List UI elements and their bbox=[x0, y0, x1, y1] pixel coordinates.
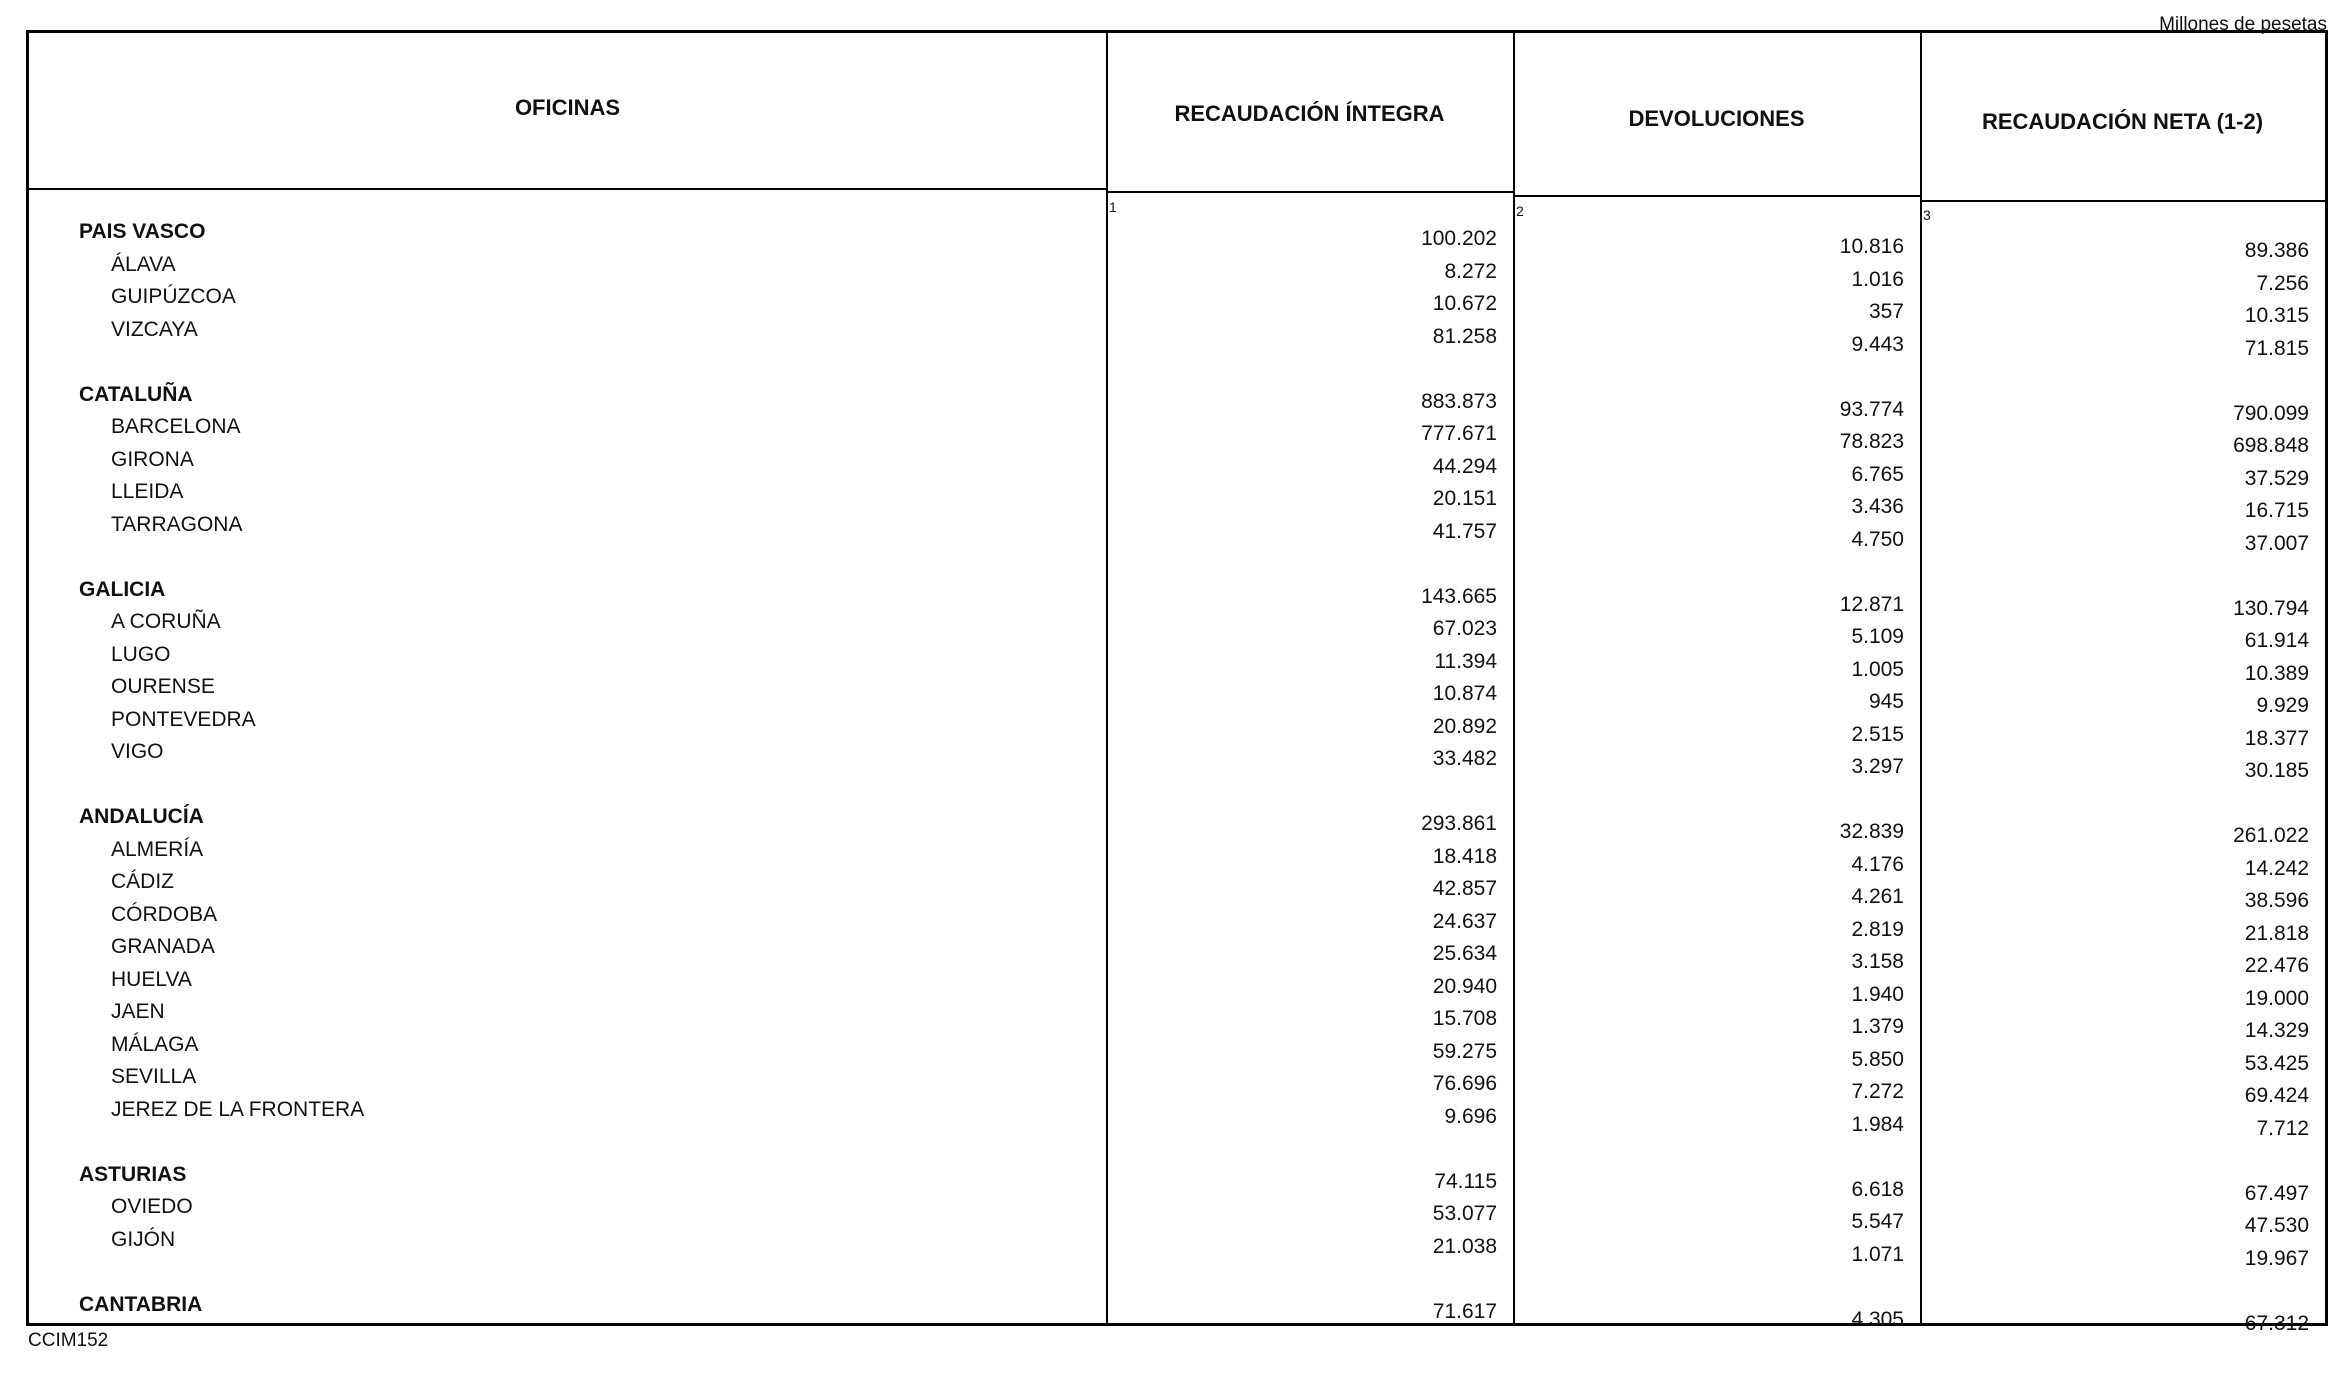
devoluciones-value: 357 bbox=[1868, 300, 1904, 323]
integra-value: 59.275 bbox=[1432, 1039, 1497, 1063]
devoluciones-value: 4.261 bbox=[1851, 885, 1904, 908]
office-name: CÁDIZ bbox=[111, 870, 174, 893]
column-index-3: 3 bbox=[1923, 207, 1931, 223]
integra-value: 20.940 bbox=[1432, 974, 1497, 998]
integra-value: 777.671 bbox=[1421, 422, 1497, 445]
header-recaudacion-neta: RECAUDACIÓN NETA (1-2) bbox=[1981, 109, 2264, 134]
office-name: LLEIDA bbox=[111, 480, 184, 503]
spacer-row bbox=[1520, 361, 1904, 394]
devoluciones-value: 7.272 bbox=[1851, 1080, 1904, 1103]
region-name: CATALUÑA bbox=[79, 382, 193, 406]
spacer-row bbox=[1113, 776, 1497, 809]
spacer-row bbox=[1927, 560, 2309, 593]
spacer-row bbox=[79, 1126, 1079, 1159]
spacer-row bbox=[1113, 548, 1497, 581]
neta-value: 698.848 bbox=[2233, 434, 2309, 457]
neta-value: 790.099 bbox=[2233, 401, 2309, 425]
neta-value: 67.312 bbox=[2244, 1311, 2309, 1335]
spacer-row bbox=[1927, 365, 2309, 398]
devoluciones-value: 2.515 bbox=[1851, 722, 1904, 746]
integra-value: 74.115 bbox=[1434, 1169, 1497, 1193]
office-name: HUELVA bbox=[111, 967, 192, 991]
header-rule bbox=[1920, 200, 2325, 202]
column-index-2: 2 bbox=[1516, 203, 1524, 219]
integra-value: 883.873 bbox=[1421, 389, 1497, 413]
office-name: BARCELONA bbox=[111, 415, 241, 438]
office-name: VIGO bbox=[111, 740, 164, 763]
devoluciones-value: 32.839 bbox=[1839, 820, 1904, 843]
integra-value: 21.038 bbox=[1432, 1234, 1497, 1258]
integra-value: 67.023 bbox=[1432, 617, 1497, 640]
devoluciones-value: 12.871 bbox=[1839, 592, 1904, 616]
neta-value: 53.425 bbox=[2244, 1051, 2309, 1075]
integra-value: 81.258 bbox=[1432, 324, 1497, 348]
footer-code: CCIM152 bbox=[28, 1330, 109, 1351]
devoluciones-value: 1.940 bbox=[1851, 982, 1904, 1006]
devoluciones-value: 945 bbox=[1868, 690, 1904, 713]
region-name: CANTABRIA bbox=[79, 1292, 203, 1316]
integra-value: 9.696 bbox=[1444, 1104, 1497, 1128]
column-divider bbox=[1106, 33, 1108, 1323]
office-name: ÁLAVA bbox=[111, 252, 176, 276]
spacer-row bbox=[1113, 1263, 1497, 1296]
integra-value: 24.637 bbox=[1432, 909, 1497, 933]
region-name: ASTURIAS bbox=[79, 1162, 187, 1186]
region-name: GALICIA bbox=[79, 577, 166, 601]
office-name: GIRONA bbox=[111, 447, 194, 471]
neta-value: 21.818 bbox=[2244, 921, 2309, 945]
office-name: GIJÓN bbox=[111, 1227, 176, 1251]
neta-value: 10.315 bbox=[2244, 304, 2309, 327]
spacer-row bbox=[79, 541, 1079, 574]
office-name: SEVILLA bbox=[111, 1065, 197, 1088]
column-divider bbox=[1513, 33, 1515, 1323]
neta-value: 130.794 bbox=[2233, 596, 2309, 620]
devoluciones-value: 1.379 bbox=[1851, 1015, 1904, 1038]
integra-value: 143.665 bbox=[1421, 584, 1497, 608]
integra-value: 41.757 bbox=[1432, 519, 1497, 543]
devoluciones-value: 3.297 bbox=[1851, 755, 1904, 778]
office-name: ALMERÍA bbox=[111, 837, 204, 861]
neta-value: 22.476 bbox=[2244, 954, 2309, 977]
spacer-row bbox=[1520, 1141, 1904, 1174]
integra-value: 15.708 bbox=[1432, 1007, 1497, 1030]
neta-value: 261.022 bbox=[2233, 824, 2309, 847]
integra-value: 20.151 bbox=[1432, 487, 1497, 510]
integra-value: 10.874 bbox=[1432, 682, 1497, 705]
office-name: JAEN bbox=[111, 1000, 165, 1023]
header-rule bbox=[29, 188, 1106, 190]
devoluciones-value: 9.443 bbox=[1851, 332, 1904, 356]
integra-value: 53.077 bbox=[1432, 1202, 1497, 1225]
devoluciones-value: 2.819 bbox=[1851, 917, 1904, 941]
neta-value: 71.815 bbox=[2244, 336, 2309, 360]
devoluciones-value: 5.547 bbox=[1851, 1210, 1904, 1233]
region-name: ANDALUCÍA bbox=[79, 805, 204, 828]
neta-value: 9.929 bbox=[2256, 694, 2309, 717]
office-name: MÁLAGA bbox=[111, 1032, 199, 1056]
neta-value: 7.256 bbox=[2256, 271, 2309, 295]
spacer-row bbox=[79, 769, 1079, 802]
integra-value: 25.634 bbox=[1432, 942, 1497, 965]
office-name: PONTEVEDRA bbox=[111, 707, 256, 731]
oficinas-column bbox=[79, 216, 1079, 1321]
devoluciones-value: 3.158 bbox=[1851, 950, 1904, 973]
spacer-row bbox=[1520, 1271, 1904, 1304]
neta-value: 10.389 bbox=[2244, 661, 2309, 685]
neta-column bbox=[1927, 235, 2309, 1340]
neta-value: 16.715 bbox=[2244, 499, 2309, 522]
header-rule bbox=[1106, 191, 1513, 193]
neta-value: 18.377 bbox=[2244, 726, 2309, 750]
devoluciones-value: 4.750 bbox=[1851, 527, 1904, 551]
neta-value: 67.497 bbox=[2244, 1181, 2309, 1205]
spacer-row bbox=[1113, 353, 1497, 386]
units-note: Millones de pesetas bbox=[2159, 14, 2327, 35]
neta-value: 38.596 bbox=[2244, 889, 2309, 912]
devoluciones-value: 6.618 bbox=[1851, 1177, 1904, 1201]
region-name: PAIS VASCO bbox=[79, 220, 206, 243]
office-name: A CORUÑA bbox=[111, 610, 221, 633]
devoluciones-value: 93.774 bbox=[1839, 397, 1904, 421]
neta-value: 69.424 bbox=[2244, 1084, 2309, 1107]
devoluciones-value: 1.016 bbox=[1851, 267, 1904, 291]
integra-value: 100.202 bbox=[1421, 227, 1497, 250]
devoluciones-value: 1.071 bbox=[1851, 1242, 1904, 1266]
office-name: OURENSE bbox=[111, 675, 215, 698]
devoluciones-value: 6.765 bbox=[1851, 462, 1904, 486]
neta-value: 37.529 bbox=[2244, 466, 2309, 490]
devoluciones-value: 1.005 bbox=[1851, 657, 1904, 681]
spacer-row bbox=[1520, 784, 1904, 817]
header-recaudacion-integra: RECAUDACIÓN ÍNTEGRA bbox=[1174, 101, 1445, 126]
spacer-row bbox=[1927, 788, 2309, 821]
neta-value: 61.914 bbox=[2244, 629, 2309, 652]
neta-value: 30.185 bbox=[2244, 759, 2309, 782]
revenue-table bbox=[26, 30, 2328, 1335]
integra-value: 76.696 bbox=[1432, 1072, 1497, 1095]
integra-value: 44.294 bbox=[1432, 454, 1497, 478]
column-divider bbox=[1920, 33, 1922, 1323]
neta-value: 7.712 bbox=[2256, 1116, 2309, 1140]
office-name: OVIEDO bbox=[111, 1195, 193, 1218]
neta-value: 37.007 bbox=[2244, 531, 2309, 555]
devoluciones-value: 5.850 bbox=[1851, 1047, 1904, 1071]
devoluciones-column bbox=[1520, 231, 1904, 1336]
integra-value: 18.418 bbox=[1432, 844, 1497, 868]
devoluciones-value: 78.823 bbox=[1839, 430, 1904, 453]
spacer-row bbox=[1520, 556, 1904, 589]
neta-value: 89.386 bbox=[2244, 239, 2309, 262]
devoluciones-value: 10.816 bbox=[1839, 235, 1904, 258]
office-name: LUGO bbox=[111, 642, 171, 666]
integra-value: 11.394 bbox=[1434, 649, 1497, 673]
spacer-row bbox=[79, 346, 1079, 379]
integra-value: 10.672 bbox=[1432, 292, 1497, 315]
devoluciones-value: 3.436 bbox=[1851, 495, 1904, 518]
spacer-row bbox=[1113, 1133, 1497, 1166]
office-name: VIZCAYA bbox=[111, 317, 198, 341]
neta-value: 47.530 bbox=[2244, 1214, 2309, 1237]
office-name: GUIPÚZCOA bbox=[111, 285, 236, 308]
column-index-1: 1 bbox=[1109, 199, 1117, 215]
office-name: TARRAGONA bbox=[111, 512, 243, 536]
spacer-row bbox=[1927, 1275, 2309, 1308]
spacer-row bbox=[79, 1256, 1079, 1289]
header-devoluciones: DEVOLUCIONES bbox=[1628, 106, 1805, 131]
spacer-row bbox=[1927, 1145, 2309, 1178]
neta-value: 19.967 bbox=[2244, 1246, 2309, 1270]
neta-value: 14.329 bbox=[2244, 1019, 2309, 1042]
integra-value: 293.861 bbox=[1421, 812, 1497, 835]
integra-value: 71.617 bbox=[1432, 1299, 1497, 1323]
neta-value: 14.242 bbox=[2244, 856, 2309, 880]
devoluciones-value: 4.305 bbox=[1851, 1307, 1904, 1331]
devoluciones-value: 1.984 bbox=[1851, 1112, 1904, 1136]
header-oficinas: OFICINAS bbox=[514, 95, 621, 120]
integra-column bbox=[1113, 223, 1497, 1328]
office-name: JEREZ DE LA FRONTERA bbox=[111, 1097, 365, 1121]
devoluciones-value: 5.109 bbox=[1851, 625, 1904, 648]
header-rule bbox=[1513, 195, 1920, 197]
neta-value: 19.000 bbox=[2244, 986, 2309, 1010]
integra-value: 33.482 bbox=[1432, 747, 1497, 770]
integra-value: 20.892 bbox=[1432, 714, 1497, 738]
office-name: GRANADA bbox=[111, 935, 215, 958]
devoluciones-value: 4.176 bbox=[1851, 852, 1904, 876]
office-name: CÓRDOBA bbox=[111, 902, 218, 926]
integra-value: 8.272 bbox=[1444, 259, 1497, 283]
integra-value: 42.857 bbox=[1432, 877, 1497, 900]
